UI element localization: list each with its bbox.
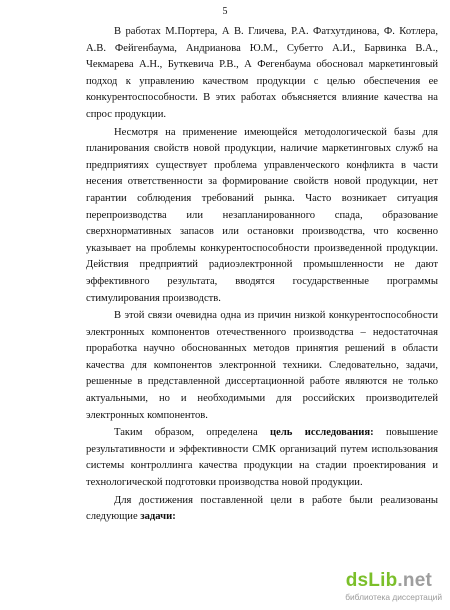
text-line-with-bold: Таким образом, определена цель исследования: повышение [114, 427, 439, 439]
logo-part-2: .net [397, 570, 432, 591]
document-body [58, 24, 438, 526]
text-line: гарантии соблюдения требований рынка. Часто возникает ситуация [86, 192, 438, 204]
text-line-with-bold: следующие задачи: [86, 511, 176, 523]
text-line: технологической подготовки производства новой продукции. [86, 477, 363, 489]
text-line: качества для компонентов электронной техники. Следовательно, задачи, [86, 359, 438, 371]
bold-phrase: цель исследования: [270, 427, 374, 439]
text-line: проработка научно обоснованных методов принятия решений в области [86, 343, 438, 355]
text-line: планирования свойств новой продукции, наличие маркетинговых служб на [86, 143, 438, 155]
text-line: системы контроллинга качества продукции на стадии проектирования и [86, 460, 438, 472]
paragraph-2 [58, 125, 438, 308]
text-line: предприятиях существует проблема управленческого конфликта в части [86, 159, 438, 171]
text-line: актуальными, но и необходимыми для российских производителей [86, 393, 438, 405]
text-line: В работах М.Портера, А В. Гличева, Р.А. Фатхутдинова, Ф. Котлера, [114, 26, 438, 37]
paragraph-4 [58, 425, 438, 491]
bold-phrase: задачи: [140, 511, 176, 523]
watermark-subtitle: библиотека диссертаций [345, 592, 442, 602]
text-line: Несмотря на применение имеющейся методологической базы для [114, 126, 438, 138]
text-line: Действия предприятий радиоэлектронной промышленности не дают [86, 259, 438, 271]
text-line: результативности и эффективности СМК организаций путем использования [86, 443, 438, 455]
text-line: эффективного результата, вводятся государственные программы [86, 275, 438, 287]
text-line: стимулирования производств. [86, 292, 221, 304]
text-line: Для достижения поставленной цели в работе были реализованы [114, 494, 438, 506]
text-line: электронных компонентов отечественного производства – недостаточная [86, 326, 438, 338]
text-line: А.В. Фейгенбаума, Андрианова Ю.М., Субетто А.И., Барвинка В.А., [86, 42, 438, 54]
paragraph-3 [58, 308, 438, 424]
page-number: 5 [222, 6, 228, 17]
text-line: Чекмарева А.Н., Буткевича Р.В., А Фегенбаума обосновал маркетинговый [86, 59, 438, 71]
dslib-logo [346, 570, 432, 592]
paragraph-5 [58, 493, 438, 526]
logo-part-1: dsLib [345, 570, 398, 591]
text-line: конкурентоспособности. В этих работах объясняется влияние качества на [86, 92, 438, 104]
dslib-watermark [330, 570, 442, 604]
text-line: В этой связи очевидна одна из причин низкой конкурентоспособности [114, 310, 438, 322]
text-line: сверхнормативных запасов или остановки производства, что косвенно [86, 226, 438, 238]
text-line: несения ответственности за формирование свойств новой продукции, нет [86, 176, 438, 188]
paragraph-1 [58, 24, 438, 124]
text-line: подход к управлению качеством продукции с целью обеспечения ее [86, 75, 438, 87]
text-line: спрос продукции. [86, 108, 167, 120]
text-line: электронных компонентов. [86, 409, 208, 421]
text-line: решенные в представленной диссертационной работе являются не только [86, 376, 438, 388]
text-line: перепроизводства или незапланированного спада, образование [86, 209, 438, 221]
text-line: указывает на проблемы конкурентоспособности произведенной продукции. [86, 242, 438, 254]
